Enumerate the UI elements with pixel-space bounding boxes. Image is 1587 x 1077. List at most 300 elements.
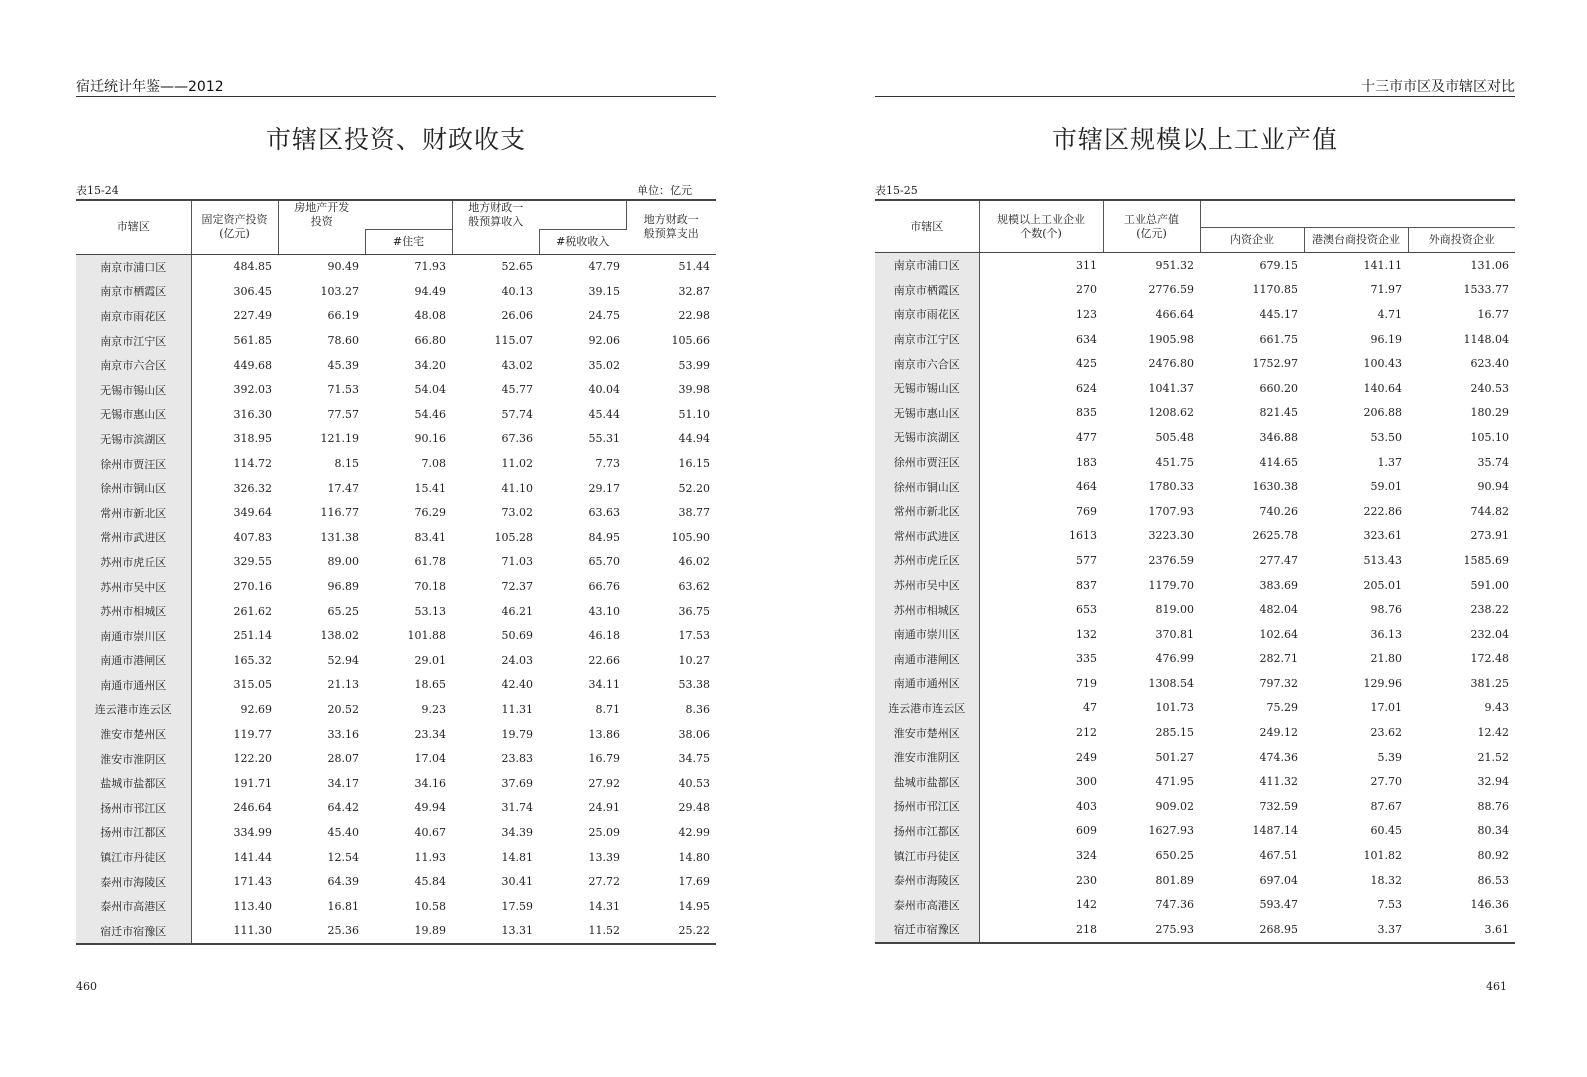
table-row xyxy=(875,401,1515,426)
value-cell: 425 xyxy=(1076,357,1097,371)
value-cell: 28.07 xyxy=(327,752,359,766)
value-cell: 21.52 xyxy=(1477,750,1509,764)
value-cell: 471.95 xyxy=(1155,775,1194,789)
value-cell: 212 xyxy=(1076,726,1097,740)
district-name-cell: 苏州市相城区 xyxy=(76,599,191,624)
value-cell: 222.86 xyxy=(1363,504,1402,518)
district-name-cell: 常州市新北区 xyxy=(76,500,191,525)
value-cell: 87.67 xyxy=(1370,799,1402,813)
table-row xyxy=(76,697,716,722)
district-name-cell: 南京市六合区 xyxy=(76,353,191,378)
value-cell: 165.32 xyxy=(233,653,272,667)
value-cell: 17.69 xyxy=(678,875,710,889)
value-cell: 24.75 xyxy=(588,309,620,323)
header-real-estate-spacer xyxy=(365,200,452,229)
value-cell: 9.43 xyxy=(1484,701,1509,715)
district-name-cell: 淮安市淮阴区 xyxy=(875,745,979,770)
table-row xyxy=(76,574,716,599)
district-name-cell: 苏州市吴中区 xyxy=(875,573,979,598)
value-cell: 43.10 xyxy=(588,604,620,618)
value-cell: 90.94 xyxy=(1477,480,1509,494)
value-cell: 1630.38 xyxy=(1252,480,1298,494)
value-cell: 40.53 xyxy=(678,776,710,790)
investment-finance-table xyxy=(76,199,716,945)
value-cell: 38.77 xyxy=(678,506,710,520)
value-cell: 34.16 xyxy=(414,776,446,790)
table-body xyxy=(76,254,716,944)
value-cell: 8.71 xyxy=(595,702,620,716)
value-cell: 114.72 xyxy=(233,457,272,471)
table-row xyxy=(76,845,716,870)
value-cell: 23.34 xyxy=(414,727,446,741)
value-cell: 31.74 xyxy=(501,801,533,815)
district-name-cell: 南京市江宁区 xyxy=(875,327,979,352)
district-name-cell: 苏州市相城区 xyxy=(875,597,979,622)
value-cell: 392.03 xyxy=(233,383,272,397)
value-cell: 90.16 xyxy=(414,432,446,446)
value-cell: 71.53 xyxy=(327,383,359,397)
value-cell: 64.39 xyxy=(327,875,359,889)
table-row xyxy=(875,499,1515,524)
value-cell: 47.79 xyxy=(588,260,620,274)
value-cell: 1780.33 xyxy=(1148,480,1194,494)
table-row xyxy=(875,892,1515,917)
value-cell: 744.82 xyxy=(1470,504,1509,518)
table-title: 市辖区投资、财政收支 xyxy=(265,125,526,154)
table-row xyxy=(875,868,1515,893)
table-row xyxy=(76,304,716,329)
value-cell: 1613 xyxy=(1069,529,1097,543)
page-number: 461 xyxy=(1486,980,1507,993)
district-name-cell: 淮安市楚州区 xyxy=(76,722,191,747)
district-name-cell: 苏州市吴中区 xyxy=(76,574,191,599)
value-cell: 334.99 xyxy=(233,825,272,839)
value-cell: 59.01 xyxy=(1370,480,1402,494)
value-cell: 30.41 xyxy=(501,875,533,889)
table-row xyxy=(76,402,716,427)
value-cell: 837 xyxy=(1076,578,1097,592)
value-cell: 51.10 xyxy=(678,407,710,421)
value-cell: 51.44 xyxy=(678,260,710,274)
value-cell: 719 xyxy=(1076,676,1097,690)
value-cell: 13.86 xyxy=(588,727,620,741)
district-name-cell: 南京市栖霞区 xyxy=(76,279,191,304)
header-domestic: 内资企业 xyxy=(1200,228,1304,253)
value-cell: 12.54 xyxy=(327,850,359,864)
value-cell: 45.44 xyxy=(588,407,620,421)
value-cell: 14.31 xyxy=(588,899,620,913)
value-cell: 22.66 xyxy=(588,653,620,667)
value-cell: 46.21 xyxy=(501,604,533,618)
header-district: 市辖区 xyxy=(76,200,191,254)
value-cell: 484.85 xyxy=(233,260,272,274)
table-row xyxy=(875,302,1515,327)
value-cell: 49.94 xyxy=(414,801,446,815)
district-name-cell: 盐城市盐都区 xyxy=(875,769,979,794)
table-row xyxy=(76,894,716,919)
value-cell: 46.18 xyxy=(588,629,620,643)
table-row xyxy=(76,451,716,476)
value-cell: 1308.54 xyxy=(1148,676,1194,690)
value-cell: 67.36 xyxy=(501,432,533,446)
value-cell: 122.20 xyxy=(233,752,272,766)
value-cell: 132 xyxy=(1076,627,1097,641)
value-cell: 40.04 xyxy=(588,383,620,397)
value-cell: 561.85 xyxy=(233,334,272,348)
table-row xyxy=(875,622,1515,647)
value-cell: 100.43 xyxy=(1363,357,1402,371)
district-name-cell: 泰州市海陵区 xyxy=(76,869,191,894)
value-cell: 90.49 xyxy=(327,260,359,274)
value-cell: 246.64 xyxy=(233,801,272,815)
running-head: 宿迁统计年鉴——2012 xyxy=(76,79,224,95)
value-cell: 39.15 xyxy=(588,284,620,298)
value-cell: 10.58 xyxy=(414,899,446,913)
header-housing: #住宅 xyxy=(365,229,452,254)
value-cell: 323.61 xyxy=(1363,529,1402,543)
value-cell: 121.19 xyxy=(320,432,359,446)
value-cell: 227.49 xyxy=(233,309,272,323)
value-cell: 83.41 xyxy=(414,530,446,544)
value-cell: 349.64 xyxy=(233,506,272,520)
value-cell: 138.02 xyxy=(320,629,359,643)
value-cell: 63.63 xyxy=(588,506,620,520)
district-name-cell: 扬州市邗江区 xyxy=(875,794,979,819)
value-cell: 13.39 xyxy=(588,850,620,864)
table-title: 市辖区规模以上工业产值 xyxy=(1051,125,1338,154)
value-cell: 230 xyxy=(1076,873,1097,887)
value-cell: 1.37 xyxy=(1377,455,1402,469)
table-row xyxy=(76,623,716,648)
value-cell: 116.77 xyxy=(320,506,359,520)
table-row xyxy=(875,671,1515,696)
value-cell: 40.13 xyxy=(501,284,533,298)
value-cell: 2776.59 xyxy=(1148,283,1194,297)
value-cell: 411.32 xyxy=(1259,775,1298,789)
value-cell: 240.53 xyxy=(1470,381,1509,395)
district-name-cell: 南京市六合区 xyxy=(875,351,979,376)
district-name-cell: 淮安市淮阴区 xyxy=(76,746,191,771)
value-cell: 466.64 xyxy=(1155,307,1194,321)
value-cell: 45.84 xyxy=(414,875,446,889)
value-cell: 34.17 xyxy=(327,776,359,790)
table-row xyxy=(76,377,716,402)
value-cell: 451.75 xyxy=(1155,455,1194,469)
value-cell: 27.92 xyxy=(588,776,620,790)
value-cell: 29.01 xyxy=(414,653,446,667)
value-cell: 71.93 xyxy=(414,260,446,274)
value-cell: 88.76 xyxy=(1477,799,1509,813)
header-enterprises: 规模以上工业企业 个数(个) xyxy=(979,200,1103,253)
district-name-cell: 南通市港闸区 xyxy=(875,647,979,672)
industrial-output-table xyxy=(875,199,1515,944)
value-cell: 8.36 xyxy=(685,702,710,716)
header-rule xyxy=(76,96,716,97)
district-name-cell: 常州市武进区 xyxy=(76,525,191,550)
value-cell: 47 xyxy=(1083,701,1097,715)
value-cell: 1041.37 xyxy=(1148,381,1194,395)
header-local-revenue-spacer xyxy=(539,200,626,229)
value-cell: 29.48 xyxy=(678,801,710,815)
value-cell: 1752.97 xyxy=(1252,357,1298,371)
value-cell: 318.95 xyxy=(233,432,272,446)
value-cell: 577 xyxy=(1076,553,1097,567)
value-cell: 1585.69 xyxy=(1463,553,1509,567)
district-name-cell: 南京市雨花区 xyxy=(76,304,191,329)
value-cell: 232.04 xyxy=(1470,627,1509,641)
value-cell: 16.81 xyxy=(327,899,359,913)
district-name-cell: 南京市江宁区 xyxy=(76,328,191,353)
value-cell: 27.70 xyxy=(1370,775,1402,789)
value-cell: 52.65 xyxy=(501,260,533,274)
table-row xyxy=(76,746,716,771)
table-row xyxy=(875,450,1515,475)
header-local-revenue-cont xyxy=(452,229,539,254)
value-cell: 54.46 xyxy=(414,407,446,421)
value-cell: 29.17 xyxy=(588,481,620,495)
value-cell: 464 xyxy=(1076,480,1097,494)
value-cell: 477 xyxy=(1076,430,1097,444)
value-cell: 111.30 xyxy=(191,919,278,945)
district-name-cell: 常州市新北区 xyxy=(875,499,979,524)
value-cell: 300 xyxy=(1076,775,1097,789)
table-row xyxy=(875,278,1515,303)
district-name-cell: 无锡市惠山区 xyxy=(76,402,191,427)
table-row xyxy=(875,425,1515,450)
value-cell: 172.48 xyxy=(1470,652,1509,666)
value-cell: 747.36 xyxy=(1155,898,1194,912)
value-cell: 27.72 xyxy=(588,875,620,889)
value-cell: 205.01 xyxy=(1363,578,1402,592)
value-cell: 501.27 xyxy=(1155,750,1194,764)
value-cell: 19.79 xyxy=(501,727,533,741)
value-cell: 16.77 xyxy=(1477,307,1509,321)
value-cell: 18.65 xyxy=(414,678,446,692)
page-number: 460 xyxy=(76,980,97,993)
table-row xyxy=(76,599,716,624)
value-cell: 64.42 xyxy=(327,801,359,815)
header-real-estate-cont xyxy=(278,229,365,254)
value-cell: 123 xyxy=(1076,307,1097,321)
value-cell: 660.20 xyxy=(1259,381,1298,395)
value-cell: 11.31 xyxy=(501,702,533,716)
value-cell: 449.68 xyxy=(233,358,272,372)
value-cell: 740.26 xyxy=(1259,504,1298,518)
table-row xyxy=(76,820,716,845)
value-cell: 474.36 xyxy=(1259,750,1298,764)
district-name-cell: 扬州市邗江区 xyxy=(76,796,191,821)
value-cell: 476.99 xyxy=(1155,652,1194,666)
value-cell: 38.06 xyxy=(678,727,710,741)
value-cell: 191.71 xyxy=(233,776,272,790)
table-row xyxy=(76,648,716,673)
value-cell: 801.89 xyxy=(1155,873,1194,887)
value-cell: 115.07 xyxy=(494,334,533,348)
value-cell: 53.99 xyxy=(678,358,710,372)
value-cell: 75.29 xyxy=(1266,701,1298,715)
value-cell: 141.44 xyxy=(233,850,272,864)
value-cell: 218 xyxy=(979,917,1103,943)
header-fixed-asset: 固定资产投资 (亿元) xyxy=(191,200,278,254)
table-row xyxy=(875,253,1515,278)
value-cell: 316.30 xyxy=(233,407,272,421)
value-cell: 96.19 xyxy=(1370,332,1402,346)
header-foreign: 外商投资企业 xyxy=(1408,228,1515,253)
district-name-cell: 南通市通州区 xyxy=(875,671,979,696)
value-cell: 9.23 xyxy=(421,702,446,716)
value-cell: 609 xyxy=(1076,824,1097,838)
value-cell: 7.73 xyxy=(595,457,620,471)
value-cell: 21.80 xyxy=(1370,652,1402,666)
table-row xyxy=(875,696,1515,721)
value-cell: 46.02 xyxy=(678,555,710,569)
value-cell: 53.13 xyxy=(414,604,446,618)
table-row xyxy=(76,771,716,796)
table-row xyxy=(76,919,716,945)
table-row xyxy=(875,327,1515,352)
value-cell: 285.15 xyxy=(1155,726,1194,740)
value-cell: 407.83 xyxy=(233,530,272,544)
value-cell: 45.40 xyxy=(327,825,359,839)
value-cell: 25.36 xyxy=(278,919,365,945)
value-cell: 370.81 xyxy=(1155,627,1194,641)
district-name-cell: 宿迁市宿豫区 xyxy=(76,919,191,945)
value-cell: 86.53 xyxy=(1477,873,1509,887)
district-name-cell: 徐州市贾汪区 xyxy=(76,451,191,476)
district-name-cell: 徐州市铜山区 xyxy=(76,476,191,501)
header-hmt: 港澳台商投资企业 xyxy=(1304,228,1408,253)
header-real-estate: 房地产开发 投资 xyxy=(278,200,365,229)
table-row xyxy=(76,476,716,501)
value-cell: 2376.59 xyxy=(1148,553,1194,567)
value-cell: 797.32 xyxy=(1259,676,1298,690)
district-name-cell: 南京市浦口区 xyxy=(875,253,979,278)
district-name-cell: 无锡市锡山区 xyxy=(76,377,191,402)
header-local-revenue: 地方财政一 般预算收入 xyxy=(452,200,539,229)
table-row xyxy=(875,376,1515,401)
value-cell: 403 xyxy=(1076,799,1097,813)
header-tax-revenue: #税收收入 xyxy=(539,229,626,254)
value-cell: 18.32 xyxy=(1370,873,1402,887)
value-cell: 513.43 xyxy=(1363,553,1402,567)
value-cell: 63.62 xyxy=(678,580,710,594)
value-cell: 268.95 xyxy=(1200,917,1304,943)
value-cell: 53.38 xyxy=(678,678,710,692)
value-cell: 32.87 xyxy=(678,284,710,298)
value-cell: 1905.98 xyxy=(1148,332,1194,346)
district-name-cell: 无锡市滨湖区 xyxy=(875,425,979,450)
value-cell: 89.00 xyxy=(327,555,359,569)
value-cell: 16.15 xyxy=(678,457,710,471)
value-cell: 61.78 xyxy=(414,555,446,569)
district-name-cell: 南京市浦口区 xyxy=(76,254,191,279)
district-name-cell: 南通市崇川区 xyxy=(76,623,191,648)
value-cell: 282.71 xyxy=(1259,652,1298,666)
value-cell: 142 xyxy=(1076,898,1097,912)
value-cell: 20.52 xyxy=(327,702,359,716)
value-cell: 19.89 xyxy=(365,919,452,945)
value-cell: 105.10 xyxy=(1470,430,1509,444)
table-row xyxy=(875,647,1515,672)
value-cell: 8.15 xyxy=(334,457,359,471)
value-cell: 70.18 xyxy=(414,580,446,594)
district-name-cell: 盐城市盐都区 xyxy=(76,771,191,796)
value-cell: 697.04 xyxy=(1259,873,1298,887)
value-cell: 624 xyxy=(1076,381,1097,395)
district-name-cell: 无锡市锡山区 xyxy=(875,376,979,401)
table-row xyxy=(76,673,716,698)
value-cell: 73.02 xyxy=(501,506,533,520)
value-cell: 482.04 xyxy=(1259,603,1298,617)
value-cell: 261.62 xyxy=(233,604,272,618)
value-cell: 66.19 xyxy=(327,309,359,323)
value-cell: 819.00 xyxy=(1155,603,1194,617)
value-cell: 140.64 xyxy=(1363,381,1402,395)
value-cell: 275.93 xyxy=(1103,917,1200,943)
value-cell: 33.16 xyxy=(327,727,359,741)
value-cell: 80.92 xyxy=(1477,849,1509,863)
value-cell: 77.57 xyxy=(327,407,359,421)
value-cell: 206.88 xyxy=(1363,406,1402,420)
value-cell: 96.89 xyxy=(327,580,359,594)
unit-label: 单位：亿元 xyxy=(637,184,692,197)
district-name-cell: 南通市港闸区 xyxy=(76,648,191,673)
value-cell: 329.55 xyxy=(233,555,272,569)
value-cell: 593.47 xyxy=(1259,898,1298,912)
value-cell: 270 xyxy=(1076,283,1097,297)
value-cell: 445.17 xyxy=(1259,307,1298,321)
value-cell: 12.42 xyxy=(1477,726,1509,740)
table-row xyxy=(76,254,716,279)
value-cell: 32.94 xyxy=(1477,775,1509,789)
value-cell: 315.05 xyxy=(233,678,272,692)
value-cell: 306.45 xyxy=(233,284,272,298)
value-cell: 679.15 xyxy=(1259,258,1298,272)
value-cell: 66.80 xyxy=(414,334,446,348)
value-cell: 591.00 xyxy=(1470,578,1509,592)
district-name-cell: 扬州市江都区 xyxy=(76,820,191,845)
value-cell: 3223.30 xyxy=(1148,529,1194,543)
value-cell: 34.20 xyxy=(414,358,446,372)
table-row xyxy=(875,351,1515,376)
value-cell: 131.06 xyxy=(1470,258,1509,272)
value-cell: 249.12 xyxy=(1259,726,1298,740)
table-row xyxy=(875,524,1515,549)
value-cell: 119.77 xyxy=(233,727,272,741)
value-cell: 383.69 xyxy=(1259,578,1298,592)
value-cell: 3.37 xyxy=(1304,917,1408,943)
value-cell: 346.88 xyxy=(1259,430,1298,444)
district-name-cell: 南通市崇川区 xyxy=(875,622,979,647)
value-cell: 25.22 xyxy=(626,919,716,945)
value-cell: 270.16 xyxy=(233,580,272,594)
value-cell: 251.14 xyxy=(233,629,272,643)
district-name-cell: 南京市栖霞区 xyxy=(875,278,979,303)
value-cell: 11.93 xyxy=(414,850,446,864)
table-row xyxy=(875,474,1515,499)
value-cell: 23.83 xyxy=(501,752,533,766)
table-row xyxy=(76,869,716,894)
value-cell: 66.76 xyxy=(588,580,620,594)
value-cell: 909.02 xyxy=(1155,799,1194,813)
value-cell: 835 xyxy=(1076,406,1097,420)
table-row xyxy=(76,427,716,452)
value-cell: 92.06 xyxy=(588,334,620,348)
value-cell: 103.27 xyxy=(320,284,359,298)
value-cell: 17.01 xyxy=(1370,701,1402,715)
header-output-breakdown-spacer xyxy=(1200,200,1515,228)
value-cell: 43.02 xyxy=(501,358,533,372)
